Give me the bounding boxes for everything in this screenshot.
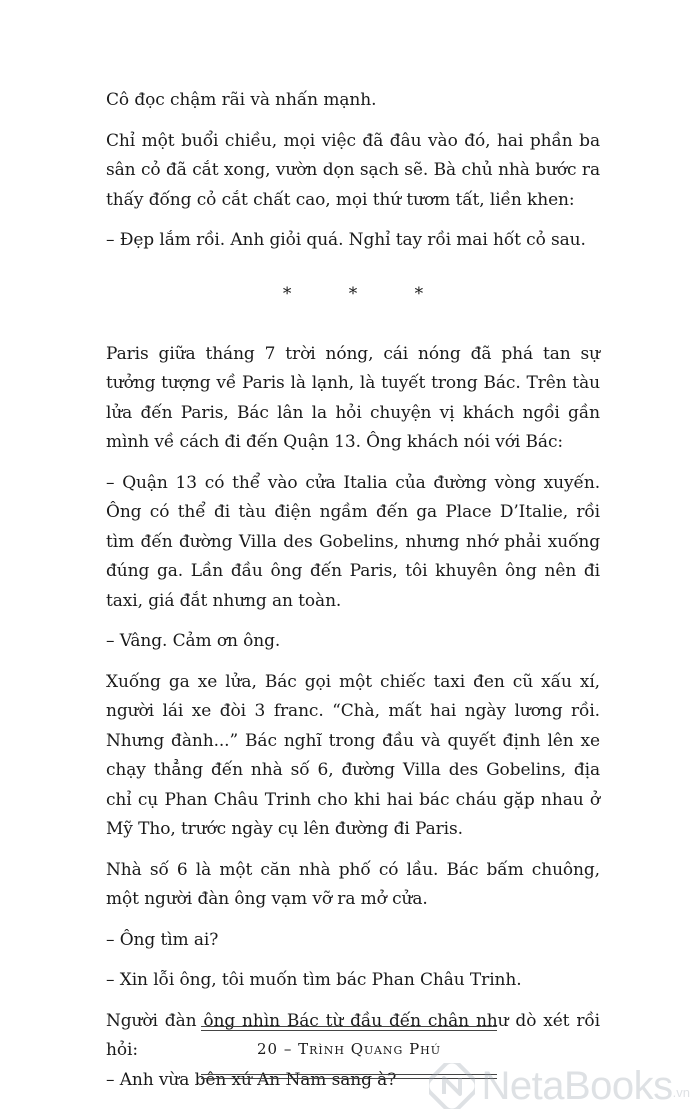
- paragraph: Chỉ một buổi chiều, mọi việc đã đâu vào đó, hai phần ba sân cỏ đã cắt xong, vườn dọn sạch sẽ. Bà chủ nhà bước ra thấy đống cỏ cắt chất cao, mọi thứ tươm tất, liền khen:: [106, 130, 600, 210]
- paragraph: Cô đọc chậm rãi và nhấn mạnh.: [106, 90, 377, 110]
- paragraph: – Đẹp lắm rồi. Anh giỏi quá. Nghỉ tay rồi mai hốt cỏ sau.: [106, 230, 586, 250]
- watermark: [429, 1062, 690, 1110]
- watermark-suffix: .vn: [672, 1085, 690, 1100]
- footer-rule-top: [201, 1026, 497, 1031]
- paragraph: Xuống ga xe lửa, Bác gọi một chiếc taxi đen cũ xấu xí, người lái xe đòi 3 franc. “Chà, mất hai ngày lương rồi. Nhưng đành...” Bác nghĩ trong đầu và quyết định lên xe chạy thẳng đến nhà số 6, đường Villa des Gobelins, địa chỉ cụ Phan Châu Trinh cho khi hai bác cháu gặp nhau ở Mỹ Tho, trước ngày cụ lên đường đi Paris.: [106, 671, 600, 839]
- section-break: * * *: [282, 283, 450, 304]
- paragraph: – Quận 13 có thể vào cửa Italia của đường vòng xuyến. Ông có thể đi tàu điện ngầm đến ga Place D’Italie, rồi tìm đến đường Villa des Gobelins, nhưng nhớ phải xuống đúng ga. Lần đầu ông đến Paris, tôi khuyên ông nên đi taxi, giá đắt nhưng an toàn.: [106, 472, 600, 611]
- page-body: [106, 86, 600, 1095]
- paragraph: Nhà số 6 là một căn nhà phố có lầu. Bác bấm chuông, một người đàn ông vạm vỡ ra mở cửa.: [106, 859, 600, 909]
- paragraph: Người đàn ông nhìn Bác từ đầu đến chân như dò xét rồi hỏi:: [106, 1010, 600, 1060]
- paragraph: – Vâng. Cảm ơn ông.: [106, 631, 281, 651]
- page-footer: 20 – Trình Quang Phú: [256, 1040, 442, 1058]
- paragraph: – Anh vừa bên xứ An Nam sang à?: [106, 1069, 397, 1090]
- paragraph: – Xin lỗi ông, tôi muốn tìm bác Phan Châu Trinh.: [106, 970, 522, 990]
- paragraph: Paris giữa tháng 7 trời nóng, cái nóng đã phá tan sự tưởng tượng về Paris là lạnh, là tuyết trong Bác. Trên tàu lửa đến Paris, Bác lân la hỏi chuyện vị khách ngồi gần mình về cách đi đến Quận 13. Ông khách nói với Bác:: [106, 343, 600, 452]
- netabooks-logo-icon: [429, 1063, 475, 1109]
- watermark-brand: NetaBooks: [481, 1063, 673, 1108]
- paragraph: – Ông tìm ai?: [106, 929, 219, 950]
